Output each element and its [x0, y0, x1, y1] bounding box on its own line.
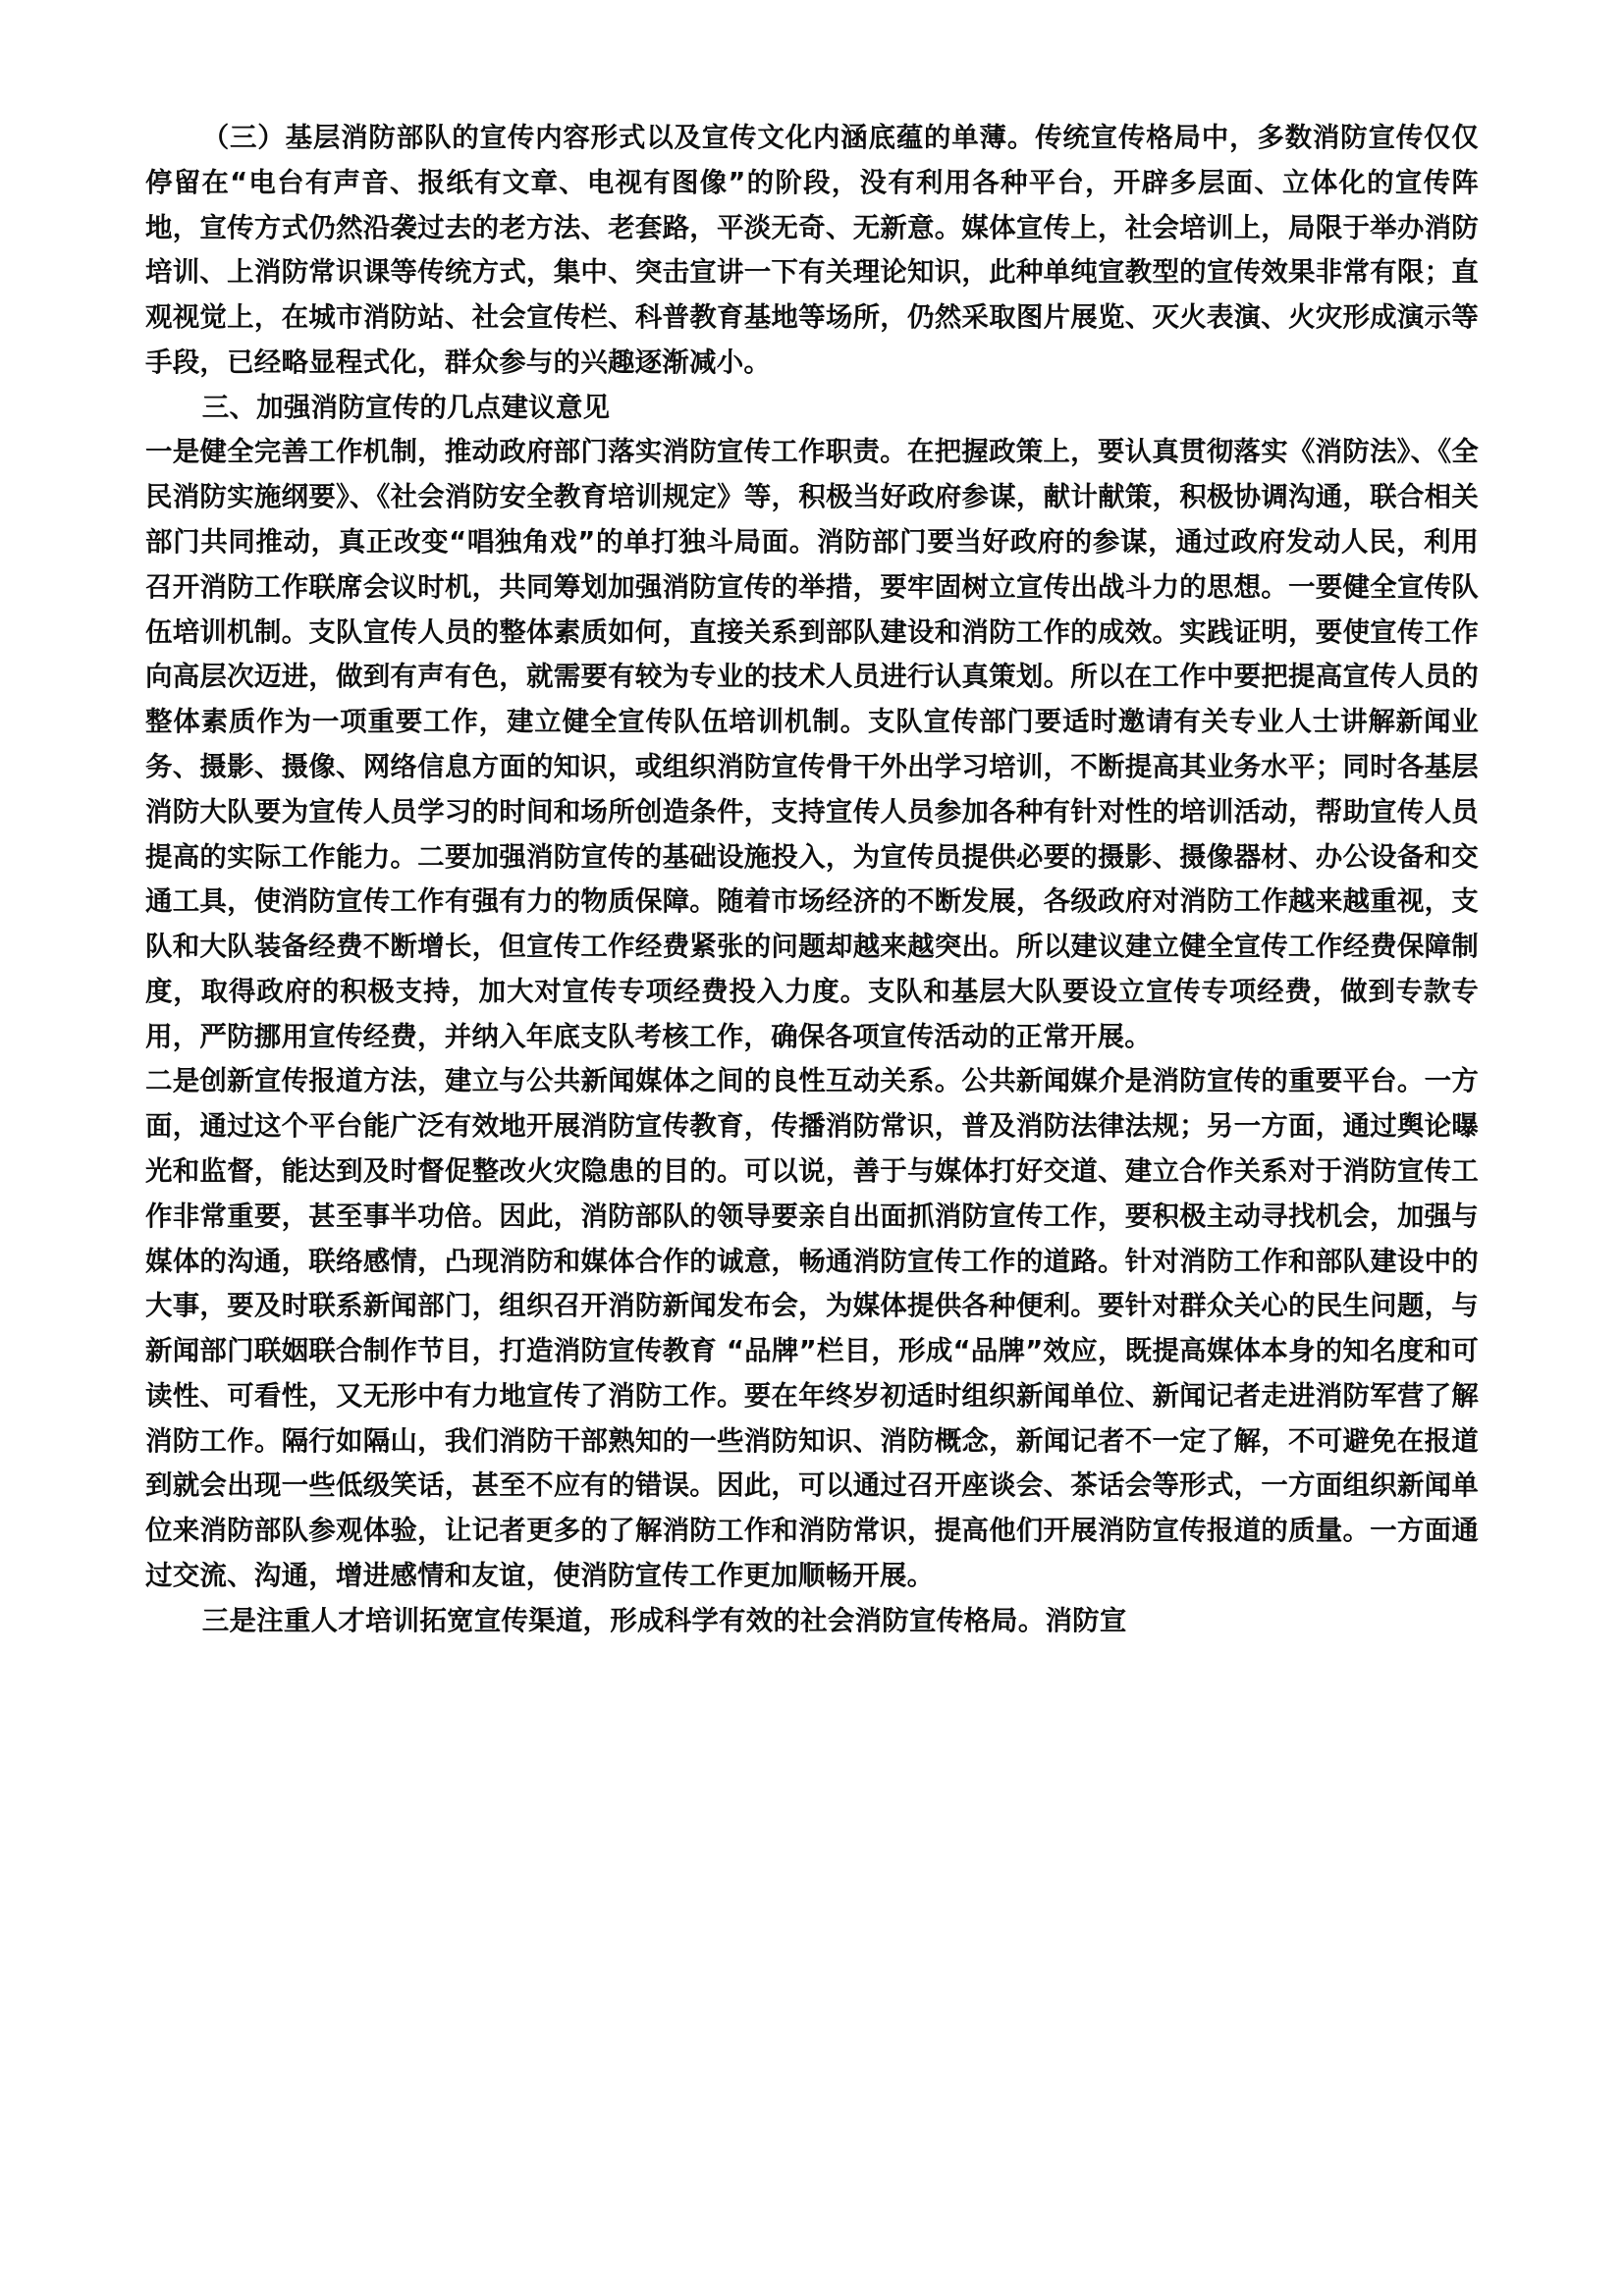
paragraph-3: 二是创新宣传报道方法，建立与公共新闻媒体之间的良性互动关系。公共新闻媒介是消防宣传的重要平台。一方面，通过这个平台能广泛有效地开展消防宣传教育，传播消防常识，普及消防法律法规；另一方面，通过舆论曝光和监督，能达到及时督促整改火灾隐患的目的。可以说，善于与媒体打好交道、建立合作关系对于消防宣传工作非常重要，甚至事半功倍。因此，消防部队的领导要亲自出面抓消防宣传工作，要积极主动寻找机会，加强与媒体的沟通，联络感情，凸现消防和媒体合作的诚意，畅通消防宣传工作的道路。针对消防工作和部队建设中的大事，要及时联系新闻部门，组织召开消防新闻发布会，为媒体提供各种便利。要针对群众关心的民生问题，与新闻部门联姻联合制作节目，打造消防宣传教育 “品牌”栏目，形成“品牌”效应，既提高媒体本身的知名度和可读性、可看性，又无形中有力地宣传了消防工作。要在年终岁初适时组织新闻单位、新闻记者走进消防军营了解消防工作。隔行如隔山，我们消防干部熟知的一些消防知识、消防概念，新闻记者不一定了解，不可避免在报道到就会出现一些低级笑话，甚至不应有的错误。因此，可以通过召开座谈会、茶话会等形式，一方面组织新闻单位来消防部队参观体验，让记者更多的了解消防工作和消防常识，提高他们开展消防宣传报道的质量。一方面通过交流、沟通，增进感情和友谊，使消防宣传工作更加顺畅开展。 [145, 1065, 1479, 1591]
paragraph-heading-section-three: 三、加强消防宣传的几点建议意见 [201, 391, 611, 423]
paragraph-1: （三）基层消防部队的宣传内容形式以及宣传文化内涵底蕴的单薄。传统宣传格局中，多数消防宣传仅仅停留在“电台有声音、报纸有文章、电视有图像”的阶段，没有利用各种平台，开辟多层面、立体化的宣传阵地，宣传方式仍然沿袭过去的老方法、老套路，平淡无奇、无新意。媒体宣传上，社会培训上，局限于举办消防培训、上消防常识课等传统方式，集中、突击宣讲一下有关理论知识，此种单纯宣教型的宣传效果非常有限；直观视觉上，在城市消防站、社会宣传栏、科普教育基地等场所，仍然采取图片展览、灭火表演、火灾形成演示等手段，已经略显程式化，群众参与的兴趣逐渐减小。 [145, 122, 1479, 378]
document-body [145, 116, 1479, 1644]
paragraph-2: 一是健全完善工作机制，推动政府部门落实消防宣传工作职责。在把握政策上，要认真贯彻落实《消防法》、《全民消防实施纲要》、《社会消防安全教育培训规定》等，积极当好政府参谋，献计献策，积极协调沟通，联合相关部门共同推动，真正改变“唱独角戏”的单打独斗局面。消防部门要当好政府的参谋，通过政府发动人民，利用召开消防工作联席会议时机，共同筹划加强消防宣传的举措，要牢固树立宣传出战斗力的思想。一要健全宣传队伍培训机制。支队宣传人员的整体素质如何，直接关系到部队建设和消防工作的成效。实践证明，要使宣传工作向高层次迈进，做到有声有色，就需要有较为专业的技术人员进行认真策划。所以在工作中要把提高宣传人员的整体素质作为一项重要工作，建立健全宣传队伍培训机制。支队宣传部门要适时邀请有关专业人士讲解新闻业务、摄影、摄像、网络信息方面的知识，或组织消防宣传骨干外出学习培训，不断提高其业务水平；同时各基层消防大队要为宣传人员学习的时间和场所创造条件，支持宣传人员参加各种有针对性的培训活动，帮助宣传人员提高的实际工作能力。二要加强消防宣传的基础设施投入，为宣传员提供必要的摄影、摄像器材、办公设备和交通工具，使消防宣传工作有强有力的物质保障。随着市场经济的不断发展，各级政府对消防工作越来越重视，支队和大队装备经费不断增长，但宣传工作经费紧张的问题却越来越突出。所以建议建立健全宣传工作经费保障制度，取得政府的积极支持，加大对宣传专项经费投入力度。支队和基层大队要设立宣传专项经费，做到专款专用，严防挪用宣传经费，并纳入年底支队考核工作，确保各项宣传活动的正常开展。 [145, 436, 1479, 1052]
paragraph-4: 三是注重人才培训拓宽宣传渠道，形成科学有效的社会消防宣传格局。消防宣 [201, 1604, 1127, 1636]
